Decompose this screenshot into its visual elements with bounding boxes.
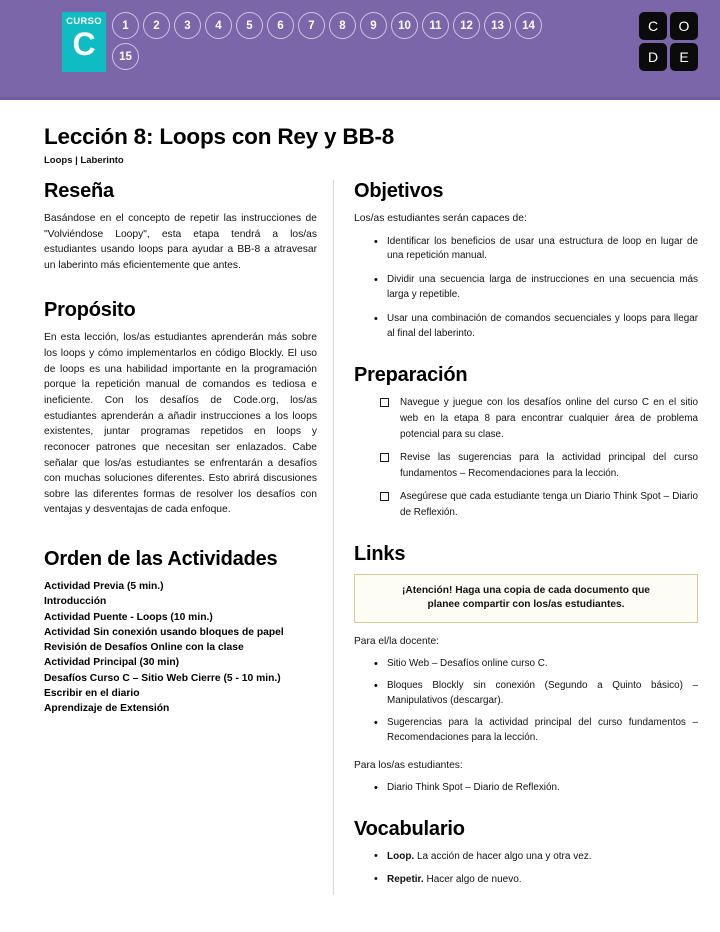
list-item[interactable]: Introducción [44,596,107,608]
stage-circle-3[interactable]: 3 [174,12,201,39]
objetivos-heading: Objetivos [354,179,444,202]
teacher-links-list [354,657,698,745]
page-subtitle: Loops | Laberinto [44,154,124,166]
stage-circle-10[interactable]: 10 [391,12,418,39]
section-vocabulario [354,818,698,887]
section-proposito [44,299,317,518]
list-item: • Identificar los beneficios de usar una estructura de loop en lugar de una repetición manual. [374,235,698,265]
proposito-body: En esta lección, los/as estudiantes aprenderán más sobre los loops y cómo implementarlos en código Blockly. El uso de loops es una habilidad importante en la programación porque la repetición manual de comandos es tediosa e ineficiente. Con los desafíos de Code.org, los/as estudiantes aprenderán a añadir instrucciones a los loops existentes, juntar programas repetidos en loops y reconocer patrones que necesitan ser enlazados. Cabe señalar que los/as estudiantes se enfrentarán a desafíos con muchas soluciones diferentes. Esto abrirá discusiones sobre las diferentes formas de resolver los desafíos con ventajas y desventajas de cada enfoque. [44,332,317,516]
stage-circle-5[interactable]: 5 [236,12,263,39]
course-badge [62,12,106,72]
link-list-item[interactable]: • Diario Think Spot – Diario de Reflexión. [374,781,698,796]
checkbox-list-item[interactable]: Asegúrese que cada estudiante tenga un Diario Think Spot – Diario de Reflexión. [380,489,698,521]
link-list-item[interactable]: • Bloques Blockly sin conexión (Segundo a Quinto básico) – Manipulativos (descargar). [374,679,698,709]
stage-circle-12[interactable]: 12 [453,12,480,39]
proposito-heading: Propósito [44,299,136,322]
course-badge-word: CURSO [66,16,102,27]
codeorg-logo[interactable] [639,12,698,71]
vocab-item [374,849,698,864]
list-item[interactable]: Actividad Puente - Loops (10 min.) [44,611,213,623]
activity-order-list [44,579,317,716]
checkbox-list-item[interactable]: Revise las sugerencias para la actividad principal del curso fundamentos – Recomendaciones para la lección. [380,450,698,482]
vocab-definition: Hacer algo de nuevo. [423,873,522,885]
section-orden-actividades [44,548,317,716]
stage-circle-6[interactable]: 6 [267,12,294,39]
logo-tile-c: C [639,12,667,40]
vocabulary-list [354,849,698,887]
objetivos-list [354,235,698,342]
link-list-item[interactable]: • Sugerencias para la actividad principal del curso fundamentos – Recomendaciones para la lección. [374,716,698,746]
list-item[interactable]: Actividad Sin conexión usando bloques de papel Revisión de Desafíos Online con la clase [44,626,284,654]
list-item[interactable]: Aprendizaje de Extensión [44,703,170,714]
stage-circle-1[interactable]: 1 [112,12,139,39]
lesson-title-block [0,100,720,166]
content-columns [0,180,720,895]
list-item: • Usar una combinación de comandos secuenciales y loops para llegar al final del laberinto. [374,312,698,342]
course-badge-letter: C [72,25,96,62]
logo-tile-o: O [670,12,698,40]
link-list-item[interactable]: • Sitio Web – Desafíos online curso C. [374,657,698,672]
resena-body: Basándose en el concepto de repetir las instrucciones de "Volviéndose Loopy", esta etapa tendrá a los/as estudiantes usando loops para ayudar a BB-8 a atravesar un laberinto más eficientemente que antes. [44,212,317,271]
list-item[interactable]: Desafíos Curso C – Sitio Web Cierre (5 - 10 min.) [44,672,281,684]
left-column [44,180,333,716]
student-links-lead: Para los/as estudiantes: [354,759,463,771]
section-links [354,543,698,796]
list-item[interactable]: Actividad Previa (5 min.) [44,581,164,593]
stage-circle-11[interactable]: 11 [422,12,449,39]
objetivos-lead: Los/as estudiantes serán capaces de: [354,212,527,224]
attention-callout-box [354,574,698,623]
stage-circle-2[interactable]: 2 [143,12,170,39]
list-item: • Dividir una secuencia larga de instrucciones en una secuencia más larga y repetible. [374,273,698,303]
vocab-term: Repetir. [387,873,424,885]
vocab-item [374,872,698,887]
list-item[interactable]: Escribir en el diario [44,687,140,699]
stage-circle-7[interactable]: 7 [298,12,325,39]
preparacion-heading: Preparación [354,363,468,386]
header-inner [62,12,698,72]
stage-circle-13[interactable]: 13 [484,12,511,39]
attention-line-2: planee compartir con los/as estudiantes. [427,599,625,611]
section-objetivos [354,180,698,342]
attention-line-1: ¡Atención! Haga una copia de cada documento que [402,585,650,596]
checkbox-list-item[interactable]: Navegue y juegue con los desafíos online del curso C en el sitio web en la etapa 8 para encontrar cualquier área de problema potencial para su clase. [380,395,698,443]
preparacion-checklist [354,395,698,521]
resena-heading: Reseña [44,179,114,202]
page-title: Lección 8: Loops con Rey y BB-8 [44,124,395,149]
stage-circle-14[interactable]: 14 [515,12,542,39]
student-links-list [354,781,698,796]
vocab-definition: La acción de hacer algo una y otra vez. [414,850,592,862]
course-header-band [0,0,720,100]
stage-circle-list [112,12,564,70]
teacher-links-lead: Para el/la docente: [354,635,439,647]
links-heading: Links [354,543,406,565]
list-item[interactable]: Actividad Principal (30 min) [44,657,180,669]
vocabulario-heading: Vocabulario [354,817,465,840]
stage-circle-4[interactable]: 4 [205,12,232,39]
right-column [334,180,698,895]
stage-circle-8[interactable]: 8 [329,12,356,39]
orden-heading: Orden de las Actividades [44,548,278,571]
vocab-term: Loop. [387,850,415,862]
stage-circle-9[interactable]: 9 [360,12,387,39]
logo-tile-e: E [670,43,698,71]
section-preparacion [354,364,698,521]
section-resena [44,180,317,274]
logo-tile-d: D [639,43,667,71]
stage-circle-15[interactable]: 15 [112,43,139,70]
